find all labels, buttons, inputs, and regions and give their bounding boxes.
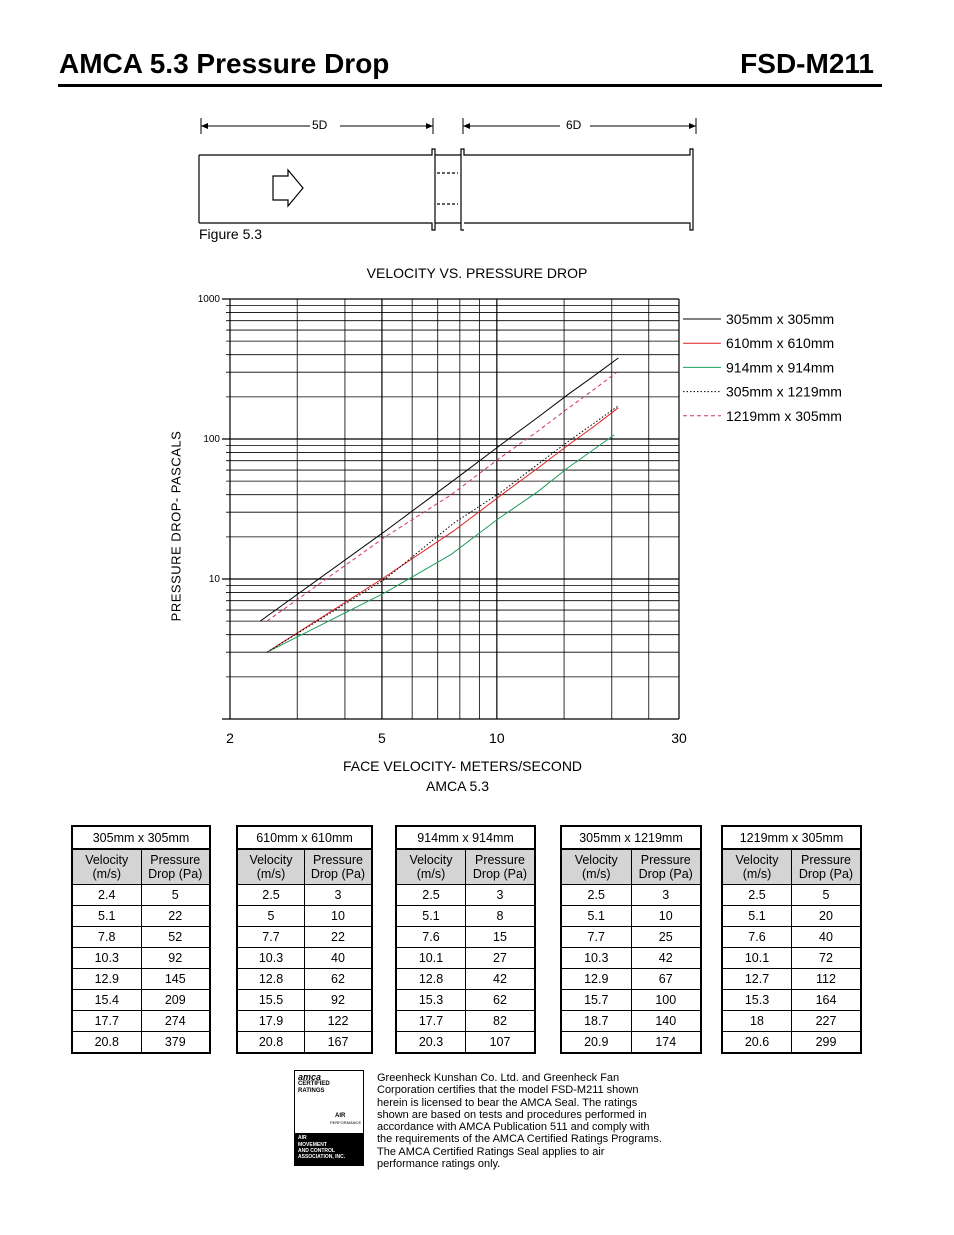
table-cell: 42	[466, 969, 536, 990]
table-row	[396, 885, 535, 906]
data-table	[721, 825, 862, 1054]
table-row	[72, 906, 210, 927]
pressure-column-header: Pressure Drop (Pa)	[792, 849, 862, 885]
pressure-column-header: Pressure Drop (Pa)	[305, 849, 373, 885]
table-cell: 145	[141, 969, 210, 990]
seal-line9: ASSOCIATION, INC.	[298, 1154, 346, 1160]
legend-label: 305mm x 1219mm	[726, 383, 842, 400]
table-title: 1219mm x 305mm	[722, 826, 861, 849]
table-row	[561, 1011, 701, 1032]
table-row	[722, 990, 861, 1011]
page-title: AMCA 5.3 Pressure Drop	[59, 48, 390, 79]
table-cell: 92	[141, 948, 210, 969]
table-cell: 2.5	[722, 885, 792, 906]
table-cell: 17.7	[72, 1011, 141, 1032]
table-cell: 20	[792, 906, 862, 927]
table-row	[396, 1032, 535, 1054]
table-cell: 22	[141, 906, 210, 927]
table-row	[722, 1011, 861, 1032]
table-cell: 5.1	[722, 906, 792, 927]
data-table	[395, 825, 536, 1054]
table-cell: 15.7	[561, 990, 631, 1011]
legend-label: 305mm x 305mm	[726, 311, 835, 327]
table-cell: 67	[631, 969, 701, 990]
table-cell: 8	[466, 906, 536, 927]
table-cell: 12.8	[396, 969, 466, 990]
table-cell: 10	[631, 906, 701, 927]
seal-line5: PERFORMANCE	[330, 1120, 362, 1125]
amca-certified-seal	[294, 1070, 364, 1166]
table-cell: 3	[466, 885, 536, 906]
table-title: 914mm x 914mm	[396, 826, 535, 849]
table-cell: 52	[141, 927, 210, 948]
legend-label: 610mm x 610mm	[726, 335, 835, 352]
table-cell: 10.3	[561, 948, 631, 969]
seal-line7: MOVEMENT	[298, 1142, 327, 1148]
table-cell: 2.5	[561, 885, 631, 906]
x-tick-label: 10	[489, 730, 505, 746]
table-cell: 10.3	[237, 948, 305, 969]
x-axis-label: FACE VELOCITY- METERS/SECOND	[342, 758, 583, 774]
table-row	[561, 990, 701, 1011]
table-cell: 227	[792, 1011, 862, 1032]
header-divider	[58, 84, 882, 87]
table-cell: 12.7	[722, 969, 792, 990]
table-cell: 5.1	[561, 906, 631, 927]
table-row	[561, 906, 701, 927]
table-row	[561, 969, 701, 990]
table-cell: 2.5	[237, 885, 305, 906]
pressure-column-header: Pressure Drop (Pa)	[631, 849, 701, 885]
figure-caption: Figure 5.3	[199, 226, 263, 242]
pressure-drop-chart	[190, 290, 910, 760]
table-cell: 5	[141, 885, 210, 906]
table-cell: 7.8	[72, 927, 141, 948]
table-cell: 42	[631, 948, 701, 969]
seal-line8: AND CONTROL	[298, 1148, 335, 1154]
table-cell: 164	[792, 990, 862, 1011]
table-cell: 174	[631, 1032, 701, 1054]
table-row	[561, 1032, 701, 1054]
table-row	[561, 948, 701, 969]
table-cell: 17.9	[237, 1011, 305, 1032]
table-row	[396, 948, 535, 969]
table-row	[396, 969, 535, 990]
velocity-column-header: Velocity (m/s)	[722, 849, 792, 885]
seal-line3: RATINGS	[298, 1088, 325, 1094]
table-cell: 12.9	[72, 969, 141, 990]
table-row	[237, 1011, 372, 1032]
table-row	[722, 906, 861, 927]
dimension-5d-label: 5D	[312, 118, 328, 132]
y-tick-label: 1000	[197, 294, 220, 305]
table-cell: 92	[305, 990, 373, 1011]
seal-line6: AIR	[298, 1135, 307, 1141]
y-axis-label: PRESSURE DROP- PASCALS	[168, 430, 184, 622]
legend-label: 1219mm x 305mm	[726, 407, 842, 424]
data-table	[236, 825, 373, 1054]
table-row	[722, 948, 861, 969]
table-row	[722, 1032, 861, 1054]
table-title: 610mm x 610mm	[237, 826, 372, 849]
table-cell: 10.3	[72, 948, 141, 969]
table-row	[722, 885, 861, 906]
table-title: 305mm x 305mm	[72, 826, 210, 849]
table-cell: 209	[141, 990, 210, 1011]
dimension-6d-label: 6D	[566, 118, 582, 132]
pressure-column-header: Pressure Drop (Pa)	[141, 849, 210, 885]
table-cell: 22	[305, 927, 373, 948]
table-row	[72, 990, 210, 1011]
table-cell: 18	[722, 1011, 792, 1032]
table-cell: 299	[792, 1032, 862, 1054]
chart-title: VELOCITY VS. PRESSURE DROP	[366, 265, 588, 281]
x-tick-label: 2	[226, 730, 234, 746]
table-cell: 20.6	[722, 1032, 792, 1054]
velocity-column-header: Velocity (m/s)	[561, 849, 631, 885]
table-cell: 20.8	[237, 1032, 305, 1054]
table-cell: 72	[792, 948, 862, 969]
table-cell: 112	[792, 969, 862, 990]
series-line	[267, 408, 618, 652]
seal-line1: amca	[298, 1072, 322, 1082]
table-cell: 15.4	[72, 990, 141, 1011]
table-cell: 15.3	[722, 990, 792, 1011]
test-setup-diagram	[190, 112, 710, 232]
table-row	[561, 927, 701, 948]
table-cell: 40	[792, 927, 862, 948]
table-row	[237, 969, 372, 990]
table-cell: 7.6	[396, 927, 466, 948]
y-tick-label: 10	[208, 574, 220, 585]
table-row	[72, 885, 210, 906]
table-cell: 10.1	[722, 948, 792, 969]
table-title: 305mm x 1219mm	[561, 826, 701, 849]
table-cell: 5	[237, 906, 305, 927]
table-cell: 18.7	[561, 1011, 631, 1032]
table-cell: 62	[466, 990, 536, 1011]
table-cell: 122	[305, 1011, 373, 1032]
table-row	[72, 969, 210, 990]
y-tick-label: 100	[203, 434, 220, 445]
table-cell: 20.8	[72, 1032, 141, 1054]
table-row	[72, 948, 210, 969]
table-row	[237, 1032, 372, 1054]
table-cell: 2.5	[396, 885, 466, 906]
table-cell: 12.8	[237, 969, 305, 990]
velocity-column-header: Velocity (m/s)	[396, 849, 466, 885]
table-cell: 10	[305, 906, 373, 927]
x-tick-label: 5	[378, 730, 386, 746]
table-cell: 107	[466, 1032, 536, 1054]
table-row	[722, 969, 861, 990]
table-row	[396, 990, 535, 1011]
table-row	[237, 948, 372, 969]
table-row	[237, 906, 372, 927]
table-cell: 25	[631, 927, 701, 948]
certification-text: Greenheck Kunshan Co. Ltd. and Greenheck Fan Corporation certifies that the model FSD-M211 shown herein is licensed to bear the AMCA Seal. The ratings shown are based on tests and procedures performed in accordance with AMCA Publication 511 and comply with the requirements of the AMCA Certified Ratings Programs. The AMCA Certified Ratings Seal applies to air performance ratings only.	[377, 1072, 662, 1171]
table-cell: 7.7	[561, 927, 631, 948]
table-cell: 20.9	[561, 1032, 631, 1054]
table-row	[72, 927, 210, 948]
table-cell: 27	[466, 948, 536, 969]
model-number: FSD-M211	[740, 48, 874, 79]
table-cell: 12.9	[561, 969, 631, 990]
table-cell: 62	[305, 969, 373, 990]
pressure-column-header: Pressure Drop (Pa)	[466, 849, 536, 885]
table-cell: 15.5	[237, 990, 305, 1011]
legend-label: 914mm x 914mm	[726, 359, 835, 376]
table-row	[396, 1011, 535, 1032]
series-line	[267, 405, 619, 652]
table-cell: 5.1	[72, 906, 141, 927]
table-cell: 7.7	[237, 927, 305, 948]
table-cell: 3	[305, 885, 373, 906]
table-row	[237, 990, 372, 1011]
table-cell: 17.7	[396, 1011, 466, 1032]
table-row	[396, 927, 535, 948]
table-cell: 379	[141, 1032, 210, 1054]
table-cell: 5	[792, 885, 862, 906]
table-cell: 20.3	[396, 1032, 466, 1054]
table-cell: 15.3	[396, 990, 466, 1011]
table-cell: 100	[631, 990, 701, 1011]
velocity-column-header: Velocity (m/s)	[72, 849, 141, 885]
table-cell: 15	[466, 927, 536, 948]
table-row	[72, 1032, 210, 1054]
table-cell: 274	[141, 1011, 210, 1032]
table-row	[561, 885, 701, 906]
table-row	[396, 906, 535, 927]
data-table	[71, 825, 211, 1054]
seal-line2: CERTIFIED	[298, 1081, 330, 1087]
x-tick-label: 30	[671, 730, 687, 746]
series-line	[260, 358, 618, 621]
seal-line4: AIR	[335, 1113, 346, 1119]
table-row	[722, 927, 861, 948]
table-cell: 2.4	[72, 885, 141, 906]
table-cell: 82	[466, 1011, 536, 1032]
table-cell: 140	[631, 1011, 701, 1032]
table-row	[237, 885, 372, 906]
table-cell: 40	[305, 948, 373, 969]
table-row	[237, 927, 372, 948]
table-cell: 5.1	[396, 906, 466, 927]
velocity-column-header: Velocity (m/s)	[237, 849, 305, 885]
chart-subtitle: AMCA 5.3	[425, 778, 490, 794]
data-table	[560, 825, 702, 1054]
table-cell: 3	[631, 885, 701, 906]
table-cell: 167	[305, 1032, 373, 1054]
table-cell: 10.1	[396, 948, 466, 969]
table-row	[72, 1011, 210, 1032]
table-cell: 7.6	[722, 927, 792, 948]
